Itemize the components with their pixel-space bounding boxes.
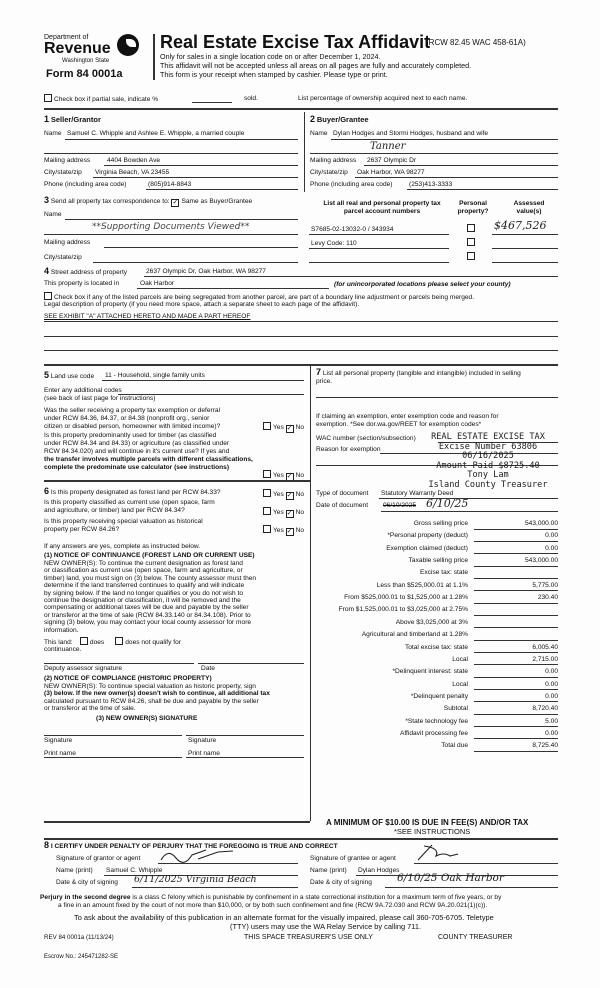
corr-name-label: Name: [44, 211, 62, 218]
doc-type-label: Type of document: [316, 490, 369, 497]
buyer-extra-line: [310, 153, 558, 154]
tax-row-line: [474, 738, 558, 739]
tax-row-label: Gross selling price: [413, 520, 468, 527]
land-use-line: [102, 380, 304, 381]
additional-codes-label: Enter any additional codes: [44, 387, 122, 394]
seller-phone[interactable]: (805)914-8843: [148, 181, 192, 188]
doc-date-label: Date of document: [316, 502, 369, 509]
forest-no-checkbox[interactable]: [286, 492, 294, 500]
parcel-number[interactable]: S7685-02-13032-0 / 343934: [311, 226, 394, 233]
exemption-question: Was the seller receiving a property tax exemption or deferral under RCW 84.36, 84.37, or 84.38 (nonprofit org., senior citizen or disabled person, homeowner with limited income)?: [44, 407, 221, 430]
tax-row-value[interactable]: 0.00: [545, 668, 558, 676]
assessed-line-2: [492, 248, 558, 249]
deputy-signature-label: Deputy assessor signature: [44, 665, 123, 672]
forest-yes-no: Yes ✓ No: [263, 489, 304, 500]
tax-row-label: Total due: [441, 742, 468, 750]
buyer-addr[interactable]: 2637 Olympic Dr: [367, 157, 417, 164]
revenue-logo-icon: [117, 34, 139, 56]
deputy-signature-line[interactable]: [44, 663, 194, 664]
tax-row-line: [474, 652, 558, 653]
assessed-line-3: [492, 262, 558, 263]
doc-type-value[interactable]: Statutory Warranty Deed: [381, 490, 454, 497]
tax-row-label: *State technology fee: [405, 717, 468, 725]
legal-line-3: [44, 350, 558, 351]
tax-row-line: [474, 615, 558, 616]
tax-row-value[interactable]: 8,720.40: [532, 705, 558, 713]
notice-continuance-title: (1) NOTICE OF CONTINUANCE (FOREST LAND OR CURRENT USE): [44, 552, 255, 559]
grantee-name-label: Name (print): [310, 867, 347, 874]
buyer-phone-line: [407, 189, 558, 190]
section5-rule: [44, 480, 310, 482]
grantor-date-line: [132, 887, 298, 888]
tax-row-label: *Delinquent penalty: [410, 692, 468, 700]
wac-label: WAC number (section/subsection): [316, 435, 416, 442]
revenue-logo-text: Revenue: [44, 40, 111, 57]
buyer-name-label: Name: [310, 130, 328, 137]
grantor-signature-mark: [158, 846, 238, 864]
personal-property-heading: 7 List all personal property (tangible and intangible) included in selling price.: [316, 367, 521, 385]
buyer-city-label: City/state/zip: [310, 169, 348, 176]
tax-row-line: [474, 566, 558, 567]
tax-row-label: Local: [452, 655, 468, 663]
tax-row-value[interactable]: 5.00: [545, 717, 558, 725]
tax-row-line: [474, 640, 558, 641]
exemption-no-checkbox[interactable]: [286, 425, 294, 433]
assessed-value-handwritten: $467,526: [494, 219, 547, 232]
legal-line-2: [44, 336, 558, 337]
tax-row-line: [474, 664, 558, 665]
section4-rule: [44, 364, 558, 366]
dept-label: Department of: [44, 34, 89, 41]
current-use-question: Is this property classified as current use (open space, farm and agriculture, or timber) land per RCW 84.34?: [44, 499, 215, 514]
treasurer-use-label: THIS SPACE TREASURER'S USE ONLY: [244, 934, 373, 941]
tax-row-line: [474, 553, 558, 554]
partial-sale-checkbox[interactable]: [44, 94, 52, 102]
same-as-buyer-checkbox[interactable]: [171, 199, 179, 207]
if-yes-note: If any answers are yes, complete as instructed below.: [44, 543, 201, 550]
grantee-sig-label: Signature of grantee or agent: [310, 855, 396, 862]
does-not-qualify-checkbox[interactable]: [115, 637, 123, 645]
tax-row-line: [474, 529, 558, 530]
rcw-reference: (RCW 82.45 WAC 458-61A): [426, 38, 526, 47]
property-heading: 4 Street address of property: [44, 266, 128, 276]
deputy-date-line[interactable]: [198, 663, 304, 664]
tax-row-line: [474, 701, 558, 702]
tax-row-label: Excise tax: state: [419, 569, 468, 577]
assessed-line-1: [492, 234, 558, 235]
doc-date-value[interactable]: 06/10/2025: [383, 502, 417, 509]
located-line: [137, 288, 329, 289]
tax-row-line: [474, 677, 558, 678]
personal-property-checkbox-1[interactable]: [467, 224, 475, 232]
supporting-documents-stamp: **Supporting Documents Viewed**: [92, 222, 250, 232]
see-instructions: *SEE INSTRUCTIONS: [394, 827, 471, 836]
assessed-col-header: Assessed value(s): [513, 200, 545, 215]
legal-description[interactable]: SEE EXHIBIT "A" ATTACHED HERETO AND MADE A PART HEREOF: [44, 313, 251, 320]
does-qualify-checkbox[interactable]: [80, 637, 88, 645]
tax-row-label: *Delinquent interest: state: [392, 668, 468, 676]
continuance-label: continuance.: [44, 646, 82, 653]
form-title: Real Estate Excise Tax Affidavit: [160, 32, 431, 52]
tax-row-value[interactable]: 5,775.00: [532, 581, 558, 589]
print-name-label-2: Print name: [188, 750, 220, 757]
seller-phone-label: Phone (including area code): [44, 181, 127, 188]
owner-signature-line-1[interactable]: [44, 735, 182, 736]
tax-row-line: [474, 714, 558, 715]
tax-row-value[interactable]: 0.00: [545, 532, 558, 540]
doc-type-line: [379, 498, 558, 499]
buyer-addr-line: [364, 165, 558, 166]
seller-extra-line: [44, 153, 298, 154]
header-divider: [153, 34, 155, 80]
corr-name-line: [65, 219, 298, 220]
grantee-date-handwritten: 6/10/25 Oak Harbor: [397, 872, 504, 884]
legal-label: Legal description of property (if you need more space, attach a separate sheet to each page of the affidavit).: [44, 301, 360, 308]
grantee-date-label: Date & city of signing: [310, 879, 372, 886]
seller-addr[interactable]: 4404 Bowden Ave: [107, 157, 161, 164]
tax-row-value[interactable]: 543,000.00: [524, 520, 558, 527]
escrow-number: Escrow No.: 245471282-SE: [44, 954, 119, 960]
levy-code[interactable]: Levy Code: 110: [311, 240, 357, 247]
land-use-value[interactable]: 11 - Household, single family units: [105, 372, 205, 379]
parcel-line-3: [309, 262, 449, 263]
corr-extra-line: [44, 234, 298, 235]
tax-row-label: Above $3,025,000 at 3%: [395, 618, 468, 626]
perjury-line-1: Perjury in the second degree is a class C felony which is punishable by confinement in a state correctional institution for a maximum term of five years, or by: [40, 894, 502, 901]
exemption-yes-checkbox[interactable]: [263, 422, 271, 430]
tax-row-label: Affidavit processing fee: [399, 729, 468, 737]
historic-no-checkbox[interactable]: [286, 528, 294, 536]
grantee-signature-mark: [414, 842, 464, 864]
seller-phone-line: [146, 189, 298, 190]
grantor-date-label: Date & city of signing: [56, 879, 118, 886]
seller-city[interactable]: Virginia Beach, VA 23455: [95, 169, 170, 176]
tax-row-label: *Personal property (deduct): [387, 532, 468, 540]
located-value[interactable]: Oak Harbor: [140, 280, 175, 287]
personal-property-line-1: [316, 397, 558, 398]
corr-addr-line: [104, 247, 298, 248]
form-number: Form 84 0001a: [46, 68, 123, 80]
deputy-date-label: Date: [201, 665, 215, 672]
tax-row-value[interactable]: 2,715.00: [532, 655, 558, 663]
tax-row-label: Taxable selling price: [408, 557, 468, 565]
tax-row-line: [474, 541, 558, 542]
lower-divider: [310, 366, 311, 821]
historic-yes-checkbox[interactable]: [263, 525, 271, 533]
timber-yes-no: Yes ✓ No: [263, 470, 304, 481]
section6-rule: [44, 821, 310, 823]
tax-row-line: [474, 590, 558, 591]
historic-question: Is this property receiving special valuation as historical property per RCW 84.26?: [44, 518, 203, 533]
print-name-label-1: Print name: [44, 750, 76, 757]
seller-city-line: [93, 177, 298, 178]
doc-date-line: [381, 511, 558, 512]
perjury-line-2: a fine in an amount fixed by the court of not more than $10,000, or by both such confinement and fine (RCW 9A.72.030 and RCW 9A.20.021(1)(c)).: [58, 902, 488, 909]
historic-yes-no: Yes ✓ No: [263, 525, 304, 536]
header-note-3: This form is your receipt when stamped by cashier. Please type or print.: [160, 70, 388, 79]
tax-row-label: Local: [452, 680, 468, 688]
seller-addr-line: [104, 165, 298, 166]
notice-compliance-body: NEW OWNER(S): To continue special valuation as historic property, sign (3) below. If the new owner(s) doesn't wish to continue, all additional tax calculated pursuant to RCW 84.26, shall be due and payable by the seller or transferor at the time of sale.: [44, 683, 270, 713]
seller-name-line: [65, 139, 298, 140]
current-use-no-checkbox[interactable]: [286, 510, 294, 518]
grantor-date-handwritten: 6/11/2025 Virginia Beach: [134, 874, 257, 885]
grantor-name[interactable]: Samuel C. Whipple: [106, 867, 163, 874]
tax-row-label: Less than $525,000.01 at 1.1%: [376, 581, 468, 589]
sold-label: sold.: [244, 95, 258, 102]
reason-label: Reason for exemption: [316, 446, 381, 453]
parcel-col-header: List all real and personal property tax parcel account numbers: [323, 200, 441, 215]
tax-row-label: Exemption claimed (deduct): [386, 544, 468, 552]
tax-row-value[interactable]: 0.00: [545, 680, 558, 688]
buyer-city-line: [355, 177, 558, 178]
tax-row-value[interactable]: 6,005.40: [532, 643, 558, 651]
segregated-checkbox[interactable]: [44, 292, 52, 300]
seller-name-label: Name: [44, 130, 62, 137]
certify-heading: 8 I CERTIFY UNDER PENALTY OF PERJURY THAT THE FOREGOING IS TRUE AND CORRECT: [44, 840, 338, 850]
buyer-name-line: [331, 139, 558, 140]
tax-row-label: Agricultural and timberland at 1.28%: [361, 631, 468, 639]
buyer-heading: 2 Buyer/Grantee: [310, 114, 369, 124]
tax-row-line: [474, 726, 558, 727]
corr-city-label: City/state/zip: [44, 254, 82, 261]
legal-line-1: [44, 321, 558, 322]
tax-row-label: From $525,000.01 to $1,525,000 at 1.28%: [344, 594, 468, 602]
tax-row-line: [474, 689, 558, 690]
new-owner-signature-title: (3) NEW OWNER(S) SIGNATURE: [96, 715, 198, 722]
corr-addr-label: Mailing address: [44, 239, 91, 246]
partial-sale-label: Check box if partial sale, indicate %: [54, 96, 159, 103]
located-label: This property is located in: [44, 280, 120, 287]
buyer-name[interactable]: Dylan Hodges and Stormi Hodges, husband and wife: [333, 130, 489, 137]
parcel-line-1: [309, 234, 449, 235]
buyer-phone-label: Phone (including area code): [310, 181, 393, 188]
alt-format-line-1: To ask about the availability of this publication in an alternate format for the visually impaired, please call 360-705-6705. Teletype: [74, 913, 494, 922]
county-treasurer-label: COUNTY TREASURER: [438, 934, 513, 941]
tax-row-label: Total excise tax: state: [404, 643, 468, 651]
tax-row-line: [474, 627, 558, 628]
segregated-row: Check box if any of the listed parcels are being segregated from another parcel, are part of a boundary line adjustment or parcels being merged.: [44, 292, 474, 302]
signature-label-2: Signature: [188, 737, 217, 744]
tax-row-line: [474, 603, 558, 604]
parcel-line-2: [309, 248, 449, 249]
current-use-yes-no: Yes ✓ No: [263, 507, 304, 518]
seller-city-label: City/state/zip: [44, 169, 82, 176]
signature-label-1: Signature: [44, 737, 73, 744]
tax-row-line: [474, 751, 558, 752]
street-line: [144, 276, 558, 277]
tax-row-line: [474, 578, 558, 579]
personal-col-header: Personal property?: [457, 200, 489, 215]
seller-addr-label: Mailing address: [44, 157, 91, 164]
buyer-name-handwritten: Tanner: [370, 141, 406, 152]
tax-row-label: Subtotal: [443, 705, 468, 713]
tax-row-value[interactable]: 0.00: [545, 729, 558, 737]
minimum-fee-notice: A MINIMUM OF $10.00 IS DUE IN FEE(S) AND/OR TAX: [326, 818, 529, 827]
buyer-addr-label: Mailing address: [310, 157, 357, 164]
timber-question: Is this property predominantly used for timber (as classified under RCW 84.34 and 84.33) or agriculture (as classified under RCW 84.34.020) and will continue in it's current use? If yes and the transfer involves multiple parcels with different classifications, complete the predominate use calculator (see instructions): [44, 432, 253, 471]
header-rule: [44, 108, 558, 110]
tax-row-value[interactable]: 543,000.00: [524, 557, 558, 565]
land-use-heading: 5 Land use code: [44, 370, 95, 380]
timber-yes-checkbox[interactable]: [263, 470, 271, 478]
buyer-phone[interactable]: (253)413-3333: [409, 181, 453, 188]
additional-codes-note: (see back of last page for instructions): [44, 395, 156, 402]
s1-s2-divider: [304, 112, 305, 192]
tax-row-label: From $1,525,000.01 to $3,025,000 at 2.75%: [338, 606, 468, 614]
tax-row-value[interactable]: 8,725.40: [532, 742, 558, 750]
current-use-yes-checkbox[interactable]: [263, 507, 271, 515]
tax-row-value[interactable]: 0.00: [545, 692, 558, 700]
personal-property-checkbox-2[interactable]: [467, 238, 475, 246]
tax-row-value[interactable]: 230.40: [537, 594, 558, 602]
correspondence-heading: 3 Send all property tax correspondence to: ✓ Same as Buyer/Grantee: [44, 195, 252, 207]
grantor-name-label: Name (print): [56, 867, 93, 874]
grantor-sig-label: Signature of grantor or agent: [56, 855, 141, 862]
treasurer-stamp: REAL ESTATE EXCISE TAX Excise Number 63806 06/16/2025 Amount Paid $8725.40 Tony Lam Island County Treasurer: [428, 432, 548, 490]
owner-signature-line-2[interactable]: [186, 735, 304, 736]
exemption-instruction: If claiming an exemption, enter exemption code and reason for exemption. *See dor.wa.gov/REET for exemption codes*: [316, 413, 499, 428]
forest-question: 6 Is this property designated as forest land per RCW 84.33?: [44, 486, 221, 496]
state-label: Washington State: [62, 58, 110, 64]
grantee-name[interactable]: Dylan Hodges: [358, 867, 400, 874]
seller-heading: 1 Seller/Grantor: [44, 114, 101, 124]
tax-row-value[interactable]: 0.00: [545, 544, 558, 552]
notice-compliance-title: (2) NOTICE OF COMPLIANCE (HISTORIC PROPERTY): [44, 675, 212, 682]
unincorporated-note: (for unincorporated locations please select your county): [334, 281, 511, 288]
ownership-note: List percentage of ownership acquired next to each name.: [298, 95, 468, 102]
rev-label: REV 84 0001a (11/13/24): [44, 934, 114, 941]
personal-property-checkbox-3[interactable]: [467, 252, 475, 260]
forest-yes-checkbox[interactable]: [263, 489, 271, 497]
doc-date-handwritten: 6/10/25: [426, 497, 469, 510]
percent-line[interactable]: [192, 102, 232, 103]
header-note-2: This affidavit will not be accepted unless all areas on all pages are fully and accurately completed.: [160, 61, 472, 70]
notice-continuance-body: NEW OWNER(S): To continue the current designation as forest land or classification as current use (open space, farm and agriculture, or timber) land, you must sign on (3) below. The county assessor must then determine if the land transferred continues to qualify and will indicate by signing below. If the land no longer qualifies or you do not wish to continue the designation or classification, it will be removed and the compensating or additional taxes will be due and payable by the seller or transferor at the time of sale (RCW 84.33.140 or 84.34.108). Prior to signing (3) below, you may contact your local county assessor for more information.: [44, 560, 257, 634]
seller-name[interactable]: Samuel C. Whipple and Ashlee E. Whipple, a married couple: [67, 130, 245, 137]
partial-sale-row: [44, 94, 158, 104]
header-note-1: Only for sales in a single location code on or after December 1, 2024.: [160, 52, 381, 61]
property-street[interactable]: 2637 Olympic Dr, Oak Harbor, WA 98277: [146, 268, 266, 275]
buyer-city[interactable]: Oak Harbor, WA 98277: [357, 169, 425, 176]
grantee-date-line: [385, 887, 558, 888]
this-land-row: This land: does does not qualify for: [44, 639, 181, 646]
alt-format-line-2: (TTY) users may use the WA Relay Service by calling 711.: [230, 922, 421, 931]
corr-city-line: [93, 262, 298, 263]
exemption-yes-no: Yes ✓ No: [263, 422, 304, 433]
